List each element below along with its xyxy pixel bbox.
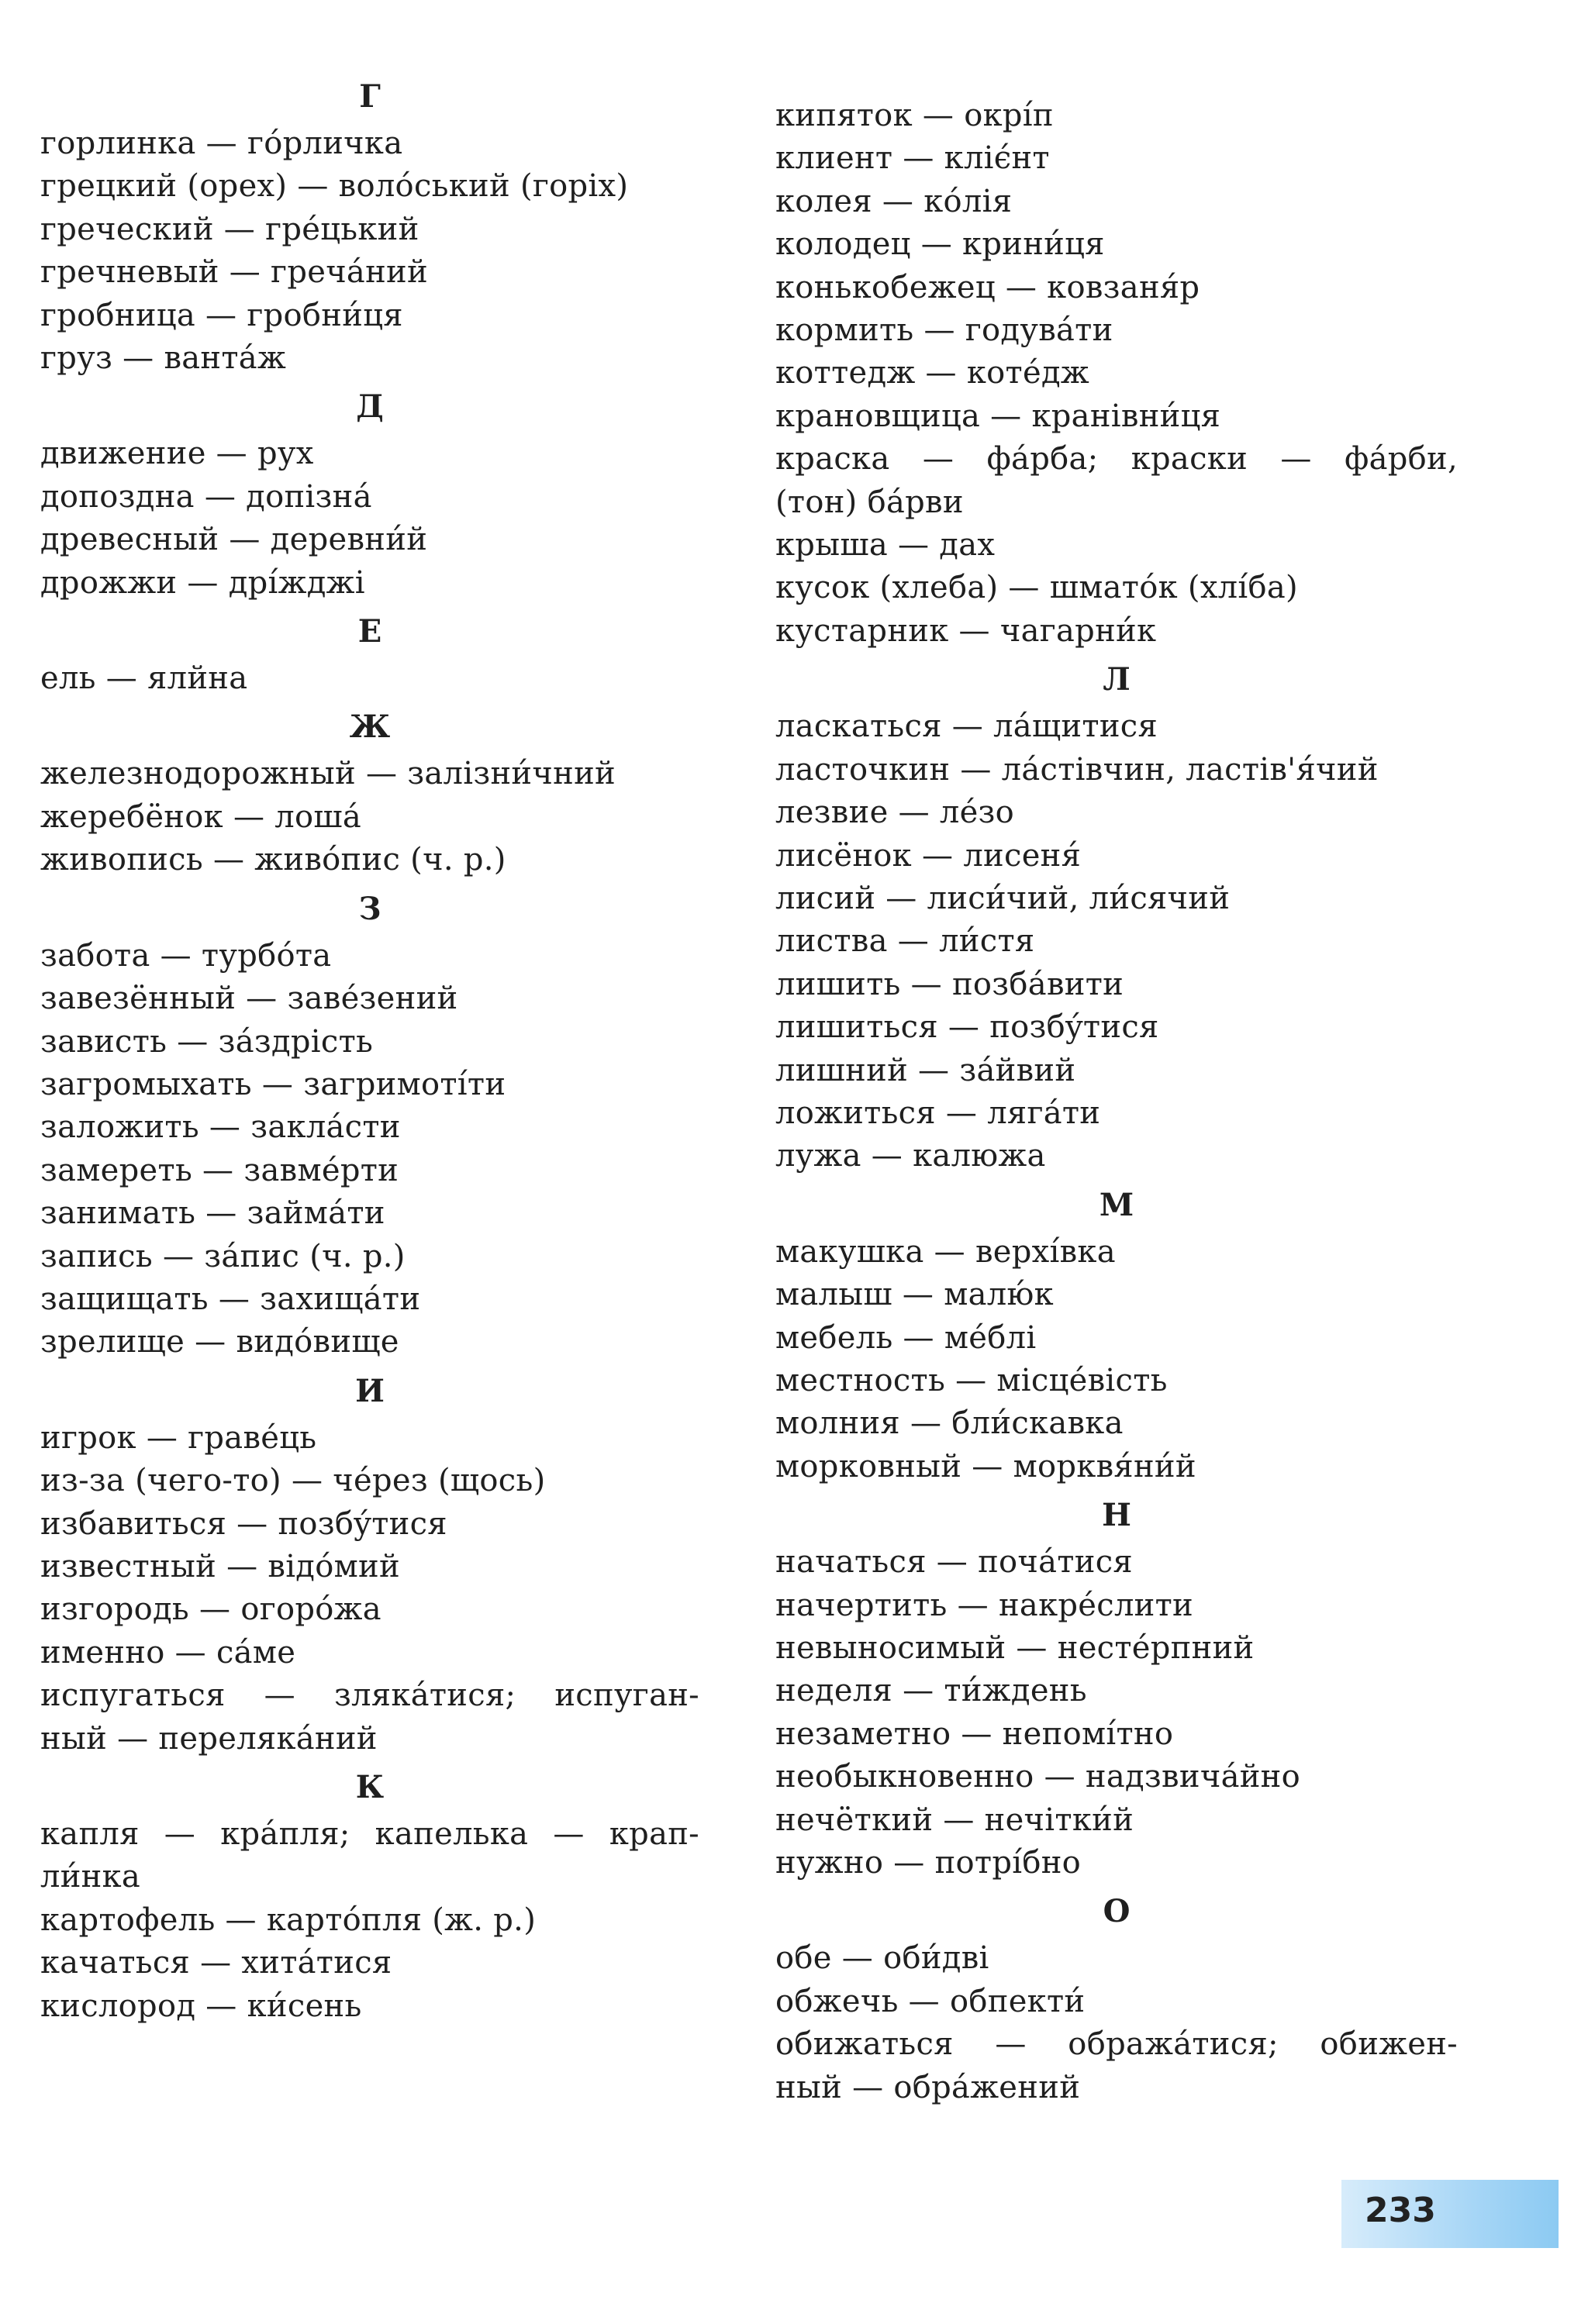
dictionary-entry: кустарник — чагарни́к <box>775 612 1157 649</box>
dictionary-entry: молния — бли́скавка <box>775 1405 1124 1442</box>
dictionary-section <box>775 95 1458 653</box>
section-letter: Г <box>359 78 381 115</box>
dictionary-entry: обжечь — обпекти́ <box>775 1983 1086 2019</box>
dictionary-entry: именно — сáме <box>40 1634 296 1671</box>
dictionary-entry: капля — крáпля; капелька — крап- <box>40 1816 699 1852</box>
section-letter: Е <box>357 613 382 650</box>
dictionary-entry: кислород — ки́сень <box>40 1988 362 2024</box>
dictionary-entry: из-за (чего-то) — чéрез (щось) <box>40 1463 546 1499</box>
dictionary-entry: лишний — зáйвий <box>775 1052 1076 1088</box>
dictionary-entry: мебель — мéблі <box>775 1319 1037 1356</box>
dictionary-entry: завезённый — завéзений <box>40 981 458 1017</box>
dictionary-section <box>775 660 1458 1178</box>
dictionary-entry: ель — ялйна <box>40 660 248 697</box>
dictionary-entry: краска — фáрба; краски — фáрби, <box>775 441 1458 478</box>
section-letter: Ж <box>349 709 391 746</box>
dictionary-section <box>775 1496 1458 1884</box>
dictionary-entry: клиент — кліє́нт <box>775 140 1050 177</box>
dictionary-entry: морковный — морквя́ни́й <box>775 1448 1196 1484</box>
dictionary-entry: гречневый — гречáний <box>40 254 428 291</box>
dictionary-entry: испугаться — злякáтися; испуган- <box>40 1677 699 1714</box>
dictionary-entry: запись — зáпис (ч. р.) <box>40 1238 406 1274</box>
dictionary-section <box>40 1768 699 2028</box>
dictionary-entry: зрелище — видóвище <box>40 1324 399 1360</box>
section-letter: М <box>1099 1186 1134 1223</box>
dictionary-entry: неделя — ти́ждень <box>775 1673 1087 1709</box>
dictionary-entry: лисёнок — лисеня́ <box>775 837 1082 874</box>
dictionary-section <box>40 1372 699 1760</box>
section-letter: Н <box>1102 1497 1131 1534</box>
dictionary-entry: известный — відóмий <box>40 1548 400 1584</box>
dictionary-section <box>40 78 699 380</box>
dictionary-entry: замереть — завмéрти <box>40 1152 399 1188</box>
dictionary-entry: движение — рух <box>40 436 314 472</box>
dictionary-entry: жеребёнок — лошá <box>40 798 361 835</box>
dictionary-entry: ный — обрáжений <box>775 2069 1081 2105</box>
dictionary-entry: начаться — почáтися <box>775 1544 1133 1581</box>
dictionary-entry: ный — перелякáний <box>40 1720 378 1757</box>
dictionary-entry: лишиться — позбýтися <box>775 1009 1159 1046</box>
dictionary-entry: колодец — крини́ця <box>775 226 1105 263</box>
dictionary-entry: нечёткий — нечітки́й <box>775 1802 1134 1838</box>
dictionary-entry: допоздна — допізнá <box>40 478 372 515</box>
dictionary-entry: обе — оби́дві <box>775 1940 989 1977</box>
dictionary-entry: дрожжи — дрі́жджі <box>40 564 365 601</box>
dictionary-entry: зависть — зáздрість <box>40 1023 374 1060</box>
dictionary-entry: грецкий (орех) — волóський (горіх) <box>40 168 629 205</box>
section-letter: К <box>355 1769 385 1805</box>
dictionary-entry: качаться — хитáтися <box>40 1945 392 1981</box>
dictionary-entry: крановщица — кранівни́ця <box>775 398 1221 434</box>
dictionary-entry: ли́нка <box>40 1859 141 1895</box>
dictionary-entry: коттедж — котéдж <box>775 355 1089 391</box>
dictionary-entry: защищать — захищáти <box>40 1281 421 1317</box>
dictionary-entry: местность — місцéвість <box>775 1362 1168 1398</box>
dictionary-section <box>40 388 699 605</box>
section-letter: И <box>355 1372 385 1409</box>
page-number: 233 <box>1365 2191 1436 2230</box>
section-letter: З <box>358 890 381 927</box>
dictionary-entry: горлинка — гóрличка <box>40 126 403 161</box>
dictionary-entry: малыш — малю́к <box>775 1277 1054 1313</box>
dictionary-entry: незаметно — непомі́тно <box>775 1715 1174 1752</box>
dictionary-entry: колея — кóлія <box>775 183 1013 219</box>
dictionary-entry: заложить — заклáсти <box>40 1109 401 1146</box>
left-column <box>40 78 699 2028</box>
dictionary-entry: кормить — годувáти <box>775 312 1113 349</box>
dictionary-entry: ласкаться — лáщитися <box>775 709 1158 745</box>
dictionary-entry: лисий — лиси́чий, ли́сячий <box>775 880 1231 916</box>
dictionary-entry: (тон) бáрви <box>775 484 964 520</box>
dictionary-entry: груз — вантáж <box>40 340 287 377</box>
dictionary-entry: лужа — калюжа <box>775 1138 1046 1174</box>
dictionary-section <box>40 708 699 881</box>
dictionary-section <box>40 612 699 700</box>
dictionary-entry: занимать — займáти <box>40 1195 385 1232</box>
section-letter: Д <box>356 388 384 426</box>
dictionary-entry: листва — ли́стя <box>775 923 1035 960</box>
dictionary-entry: крыша — дах <box>775 527 996 564</box>
dictionary-entry: забота — турбóта <box>40 937 332 974</box>
dictionary-entry: лезвие — лéзо <box>775 795 1015 831</box>
dictionary-entry: ложиться — лягáти <box>775 1095 1101 1131</box>
dictionary-section <box>775 1892 1458 2109</box>
dictionary-entry: ласточкин — лáстівчин, ластів'я́чий <box>775 751 1379 788</box>
dictionary-entry: макушка — верхі́вка <box>775 1233 1116 1270</box>
dictionary-entry: обижаться — ображáтися; обижен- <box>775 2026 1458 2063</box>
dictionary-entry: греческий — грéцький <box>40 211 419 247</box>
dictionary-entry: живопись — живóпис (ч. р.) <box>40 842 506 878</box>
dictionary-entry: игрок — гравéць <box>40 1419 317 1456</box>
dictionary-entry: конькобежец — ковзаня́р <box>775 269 1200 305</box>
dictionary-entry: изгородь — огорóжа <box>40 1591 381 1628</box>
dictionary-section <box>775 1186 1458 1488</box>
right-column <box>775 95 1458 2109</box>
dictionary-entry: избавиться — позбýтися <box>40 1505 447 1542</box>
dictionary-entry: кипяток — окрі́п <box>775 98 1054 133</box>
dictionary-entry: гробница — гробни́ця <box>40 297 403 333</box>
dictionary-section <box>40 890 699 1364</box>
dictionary-entry: железнодорожный — залізни́чний <box>40 756 616 792</box>
dictionary-entry: нужно — потрі́бно <box>775 1845 1082 1881</box>
dictionary-entry: лишить — позбáвити <box>775 966 1124 1002</box>
dictionary-entry: невыносимый — нестéрпний <box>775 1630 1255 1666</box>
dictionary-entry: древесный — деревни́й <box>40 522 428 558</box>
dictionary-entry: начертить — накрéслити <box>775 1587 1194 1623</box>
dictionary-entry: кусок (хлеба) — шматóк (хлі́ба) <box>775 570 1298 606</box>
dictionary-entry: картофель — картóпля (ж. р.) <box>40 1902 537 1938</box>
section-letter: Л <box>1103 661 1131 698</box>
dictionary-entry: необыкновенно — надзвичáйно <box>775 1759 1301 1795</box>
dictionary-entry: загромыхать — загримоті́ти <box>40 1066 506 1102</box>
section-letter: О <box>1103 1893 1131 1930</box>
